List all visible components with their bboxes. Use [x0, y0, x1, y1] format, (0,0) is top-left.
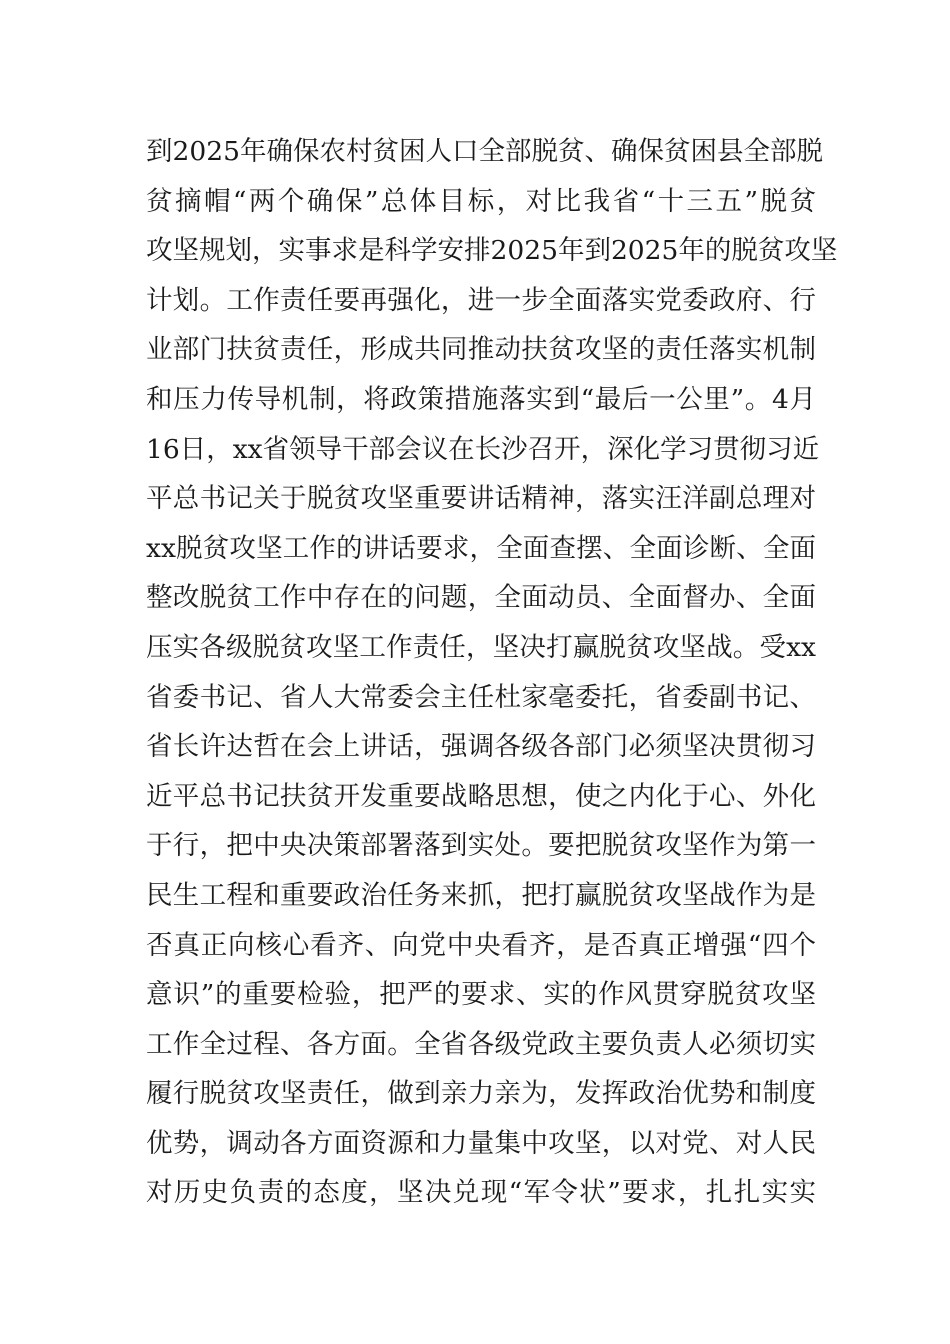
text-line: 平总书记关于脱贫攻坚重要讲话精神，落实汪洋副总理对 [146, 483, 816, 515]
text-line: 省长许达哲在会上讲话，强调各级各部门必须坚决贯彻习 [146, 731, 816, 763]
text-line: 履行脱贫攻坚责任，做到亲力亲为，发挥政治优势和制度 [146, 1078, 816, 1110]
text-line: 攻坚规划，实事求是科学安排2025年到2025年的脱贫攻坚 [146, 235, 838, 267]
text-line: 否真正向核心看齐、向党中央看齐，是否真正增强“四个 [146, 929, 816, 961]
text-line: 民生工程和重要政治任务来抓，把打赢脱贫攻坚战作为是 [146, 879, 816, 911]
text-line: 近平总书记扶贫开发重要战略思想，使之内化于心、外化 [146, 780, 816, 812]
text-line: 省委书记、省人大常委会主任杜家毫委托，省委副书记、 [146, 681, 816, 713]
text-line: 业部门扶贫责任，形成共同推动扶贫攻坚的责任落实机制 [146, 334, 816, 366]
text-line: 意识”的重要检验，把严的要求、实的作风贯穿脱贫攻坚 [146, 979, 816, 1011]
body-paragraph [146, 127, 838, 1218]
text-line: 对历史负责的态度，坚决兑现“军令状”要求，扎扎实实 [146, 1177, 816, 1209]
text-line: 16日，xx省领导干部会议在长沙召开，深化学习贯彻习近 [146, 433, 820, 465]
text-line: 工作全过程、各方面。全省各级党政主要负责人必须切实 [146, 1028, 816, 1060]
text-line: 和压力传导机制，将政策措施落实到“最后一公里”。4月 [146, 383, 816, 415]
text-line: 整改脱贫工作中存在的问题，全面动员、全面督办、全面 [146, 582, 816, 614]
text-line: xx脱贫攻坚工作的讲话要求，全面查摆、全面诊断、全面 [146, 532, 816, 564]
text-line: 压实各级脱贫攻坚工作责任，坚决打赢脱贫攻坚战。受xx [146, 631, 816, 663]
text-line: 贫摘帽“两个确保”总体目标，对比我省“十三五”脱贫 [146, 185, 816, 217]
text-line: 于行，把中央决策部署落到实处。要把脱贫攻坚作为第一 [146, 830, 816, 862]
text-line: 优势，调动各方面资源和力量集中攻坚，以对党、对人民 [146, 1127, 816, 1159]
text-line: 计划。工作责任要再强化，进一步全面落实党委政府、行 [146, 284, 816, 316]
text-line: 到2025年确保农村贫困人口全部脱贫、确保贫困县全部脱 [146, 136, 823, 167]
